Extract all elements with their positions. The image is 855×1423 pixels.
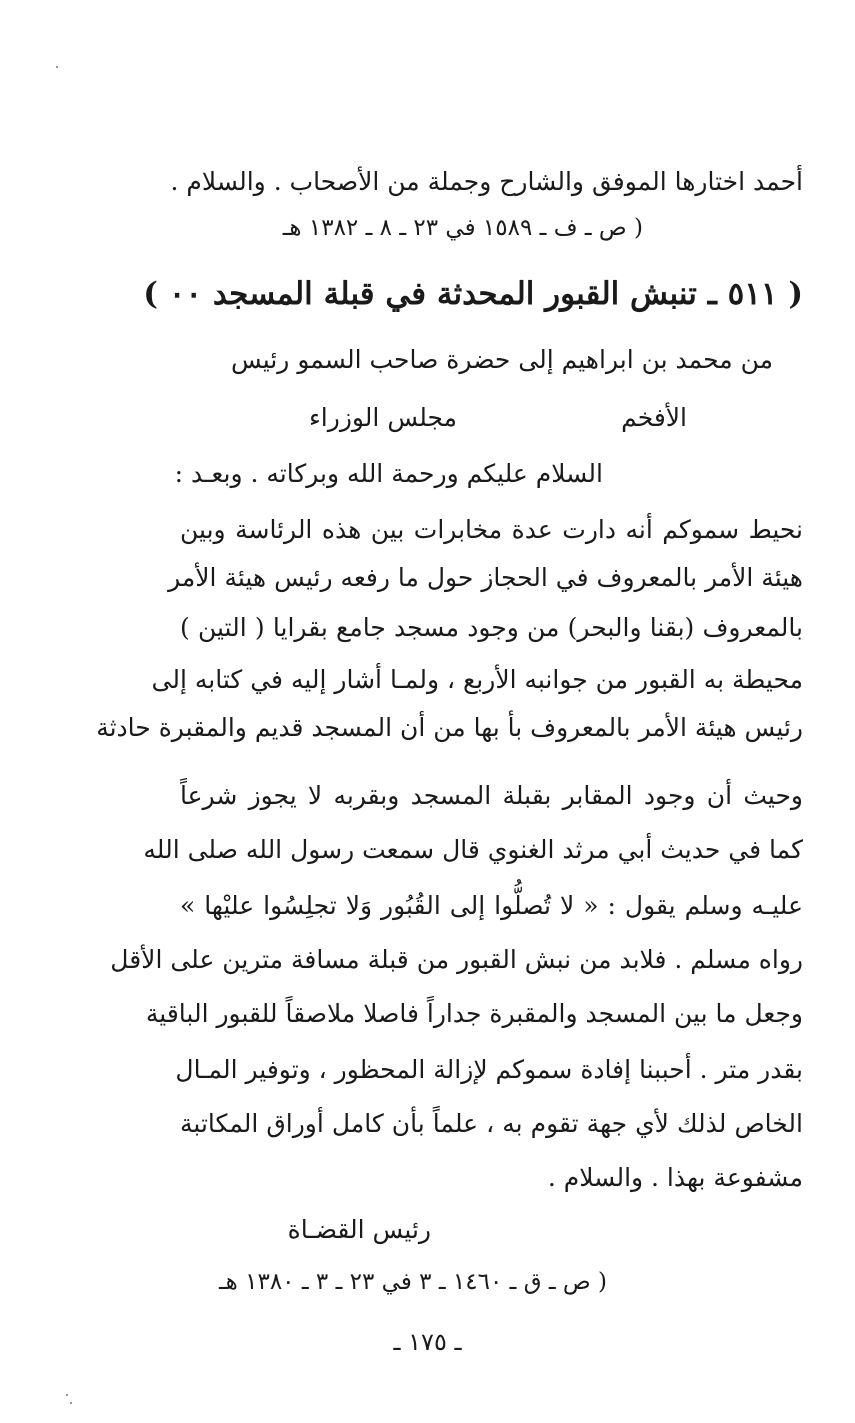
paragraph1-line-2: هيئة الأمر بالمعروف في الحجاز حول ما رفعه رئيس هيئة الأمر [168, 563, 803, 592]
scan-speck [70, 1402, 72, 1404]
top-reference: ( ص ـ ف ـ ١٥٨٩ في ٢٣ ـ ٨ ـ ١٣٨٢ هـ [282, 215, 643, 241]
council-title: الأفخم [621, 403, 687, 432]
paragraph1-line-5: رئيس هيئة الأمر بالمعروف بأ بها من أن المسجد قديم والمقبرة حادثة [96, 713, 803, 742]
paragraph1-line-1: نحيط سموكم أنه دارت عدة مخابرات بين هذه الرئاسة وبين [180, 515, 803, 544]
bottom-reference: ( ص ـ ق ـ ١٤٦٠ ـ ٣ في ٢٣ ـ ٣ ـ ١٣٨٠ هـ [218, 1269, 607, 1295]
closing-line: مشفوعة بهذا . والسلام . [547, 1163, 803, 1192]
paragraph2-line-6: بقدر متر . أحببنا إفادة سموكم لإزالة المحظور ، وتوفير المـال [175, 1055, 803, 1084]
paragraph2-line-7: الخاص لذلك لأي جهة تقوم به ، علماً بأن كامل أوراق المكاتبة [180, 1109, 803, 1138]
page-number: ـ ١٧٥ ـ [393, 1328, 462, 1356]
scan-speck [56, 66, 58, 68]
paragraph2-line-1: وحيث أن وجود المقابر بقبلة المسجد وبقربه لا يجوز شرعاً [180, 781, 803, 810]
signature: رئيس القضـاة [287, 1215, 431, 1244]
paragraph2-line-4: رواه مسلم . فلابد من نبش القبور من قبلة مسافة مترين على الأقل [110, 945, 803, 974]
greeting: السلام عليكم ورحمة الله وبركاته . وبعـد : [174, 459, 603, 488]
paragraph2-line-2: كما في حديث أبي مرثد الغنوي قال سمعت رسول الله صلى الله [143, 835, 803, 864]
paragraph2-line-3: عليـه وسلم يقول : « لا تُصلُّوا إلى القُبُور وَلا تجلِسُوا عليْها » [180, 891, 803, 920]
top-line: أحمد اختارها الموفق والشارح وجملة من الأصحاب . والسلام . [170, 167, 803, 196]
paragraph1-line-3: بالمعروف (بقنا والبحر) من وجود مسجد جامع بقرايا ( التين ) [180, 613, 803, 642]
paragraph2-line-5: وجعل ما بين المسجد والمقبرة جداراً فاصلا ملاصقاً للقبور الباقية [145, 999, 803, 1028]
from-line: من محمد بن ابراهيم إلى حضرة صاحب السمو رئيس [230, 345, 773, 374]
section-heading: ( ٥١١ ـ تنبش القبور المحدثة في قبلة المسجد ٠٠ ) [143, 276, 803, 312]
paragraph1-line-4: محيطة به القبور من جوانبه الأربع ، ولمـا أشار إليه في كتابه إلى [151, 665, 803, 694]
council-name: مجلس الوزراء [309, 403, 457, 432]
scan-speck [66, 1394, 68, 1396]
